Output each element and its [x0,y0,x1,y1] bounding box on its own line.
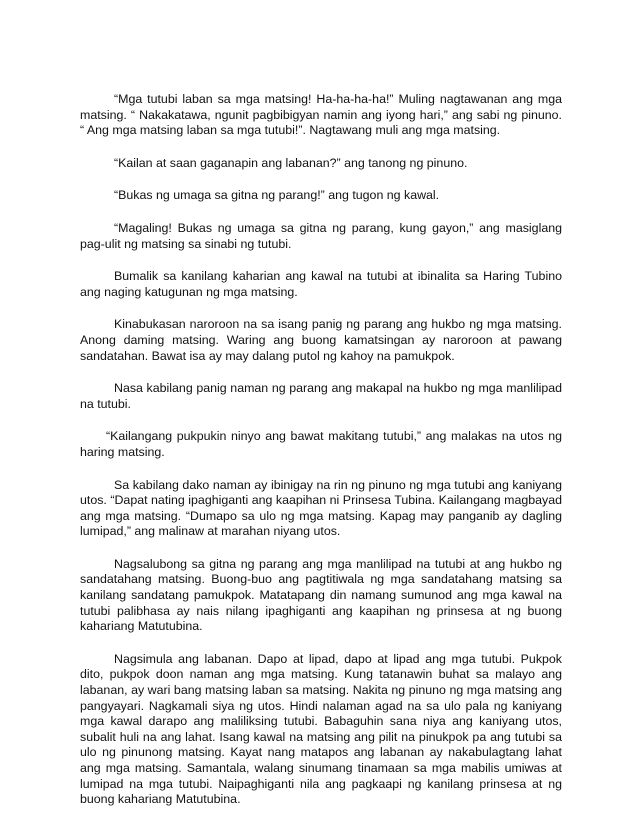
paragraph-1: “Mga tutubi laban sa mga matsing! Ha-ha-ha-ha!” Muling nagtawanan ang mga matsing. “ Nakakatawa, ngunit pagbibigyan namin ang iyong hari,” ang sabi ng pinuno. “ Ang mga matsing laban sa mga tutubi!”. Nagtawang muli ang mga matsing. [80,92,562,138]
paragraph-8: “Kailangang pukpukin ninyo ang bawat makitang tutubi,” ang malakas na utos ng haring matsing. [80,429,562,459]
paragraph-11: Nagsimula ang labanan. Dapo at lipad, dapo at lipad ang mga tutubi. Pukpok dito, pukpok doon naman ang mga matsing. Kung tatanawin buhat sa malayo ang labanan, ay wari bang matsing laban sa matsing. Nakita ng pinuno ng mga matsing ang pangyayari. Nagkamali siya ng utos. Hindi nalaman agad na sa ulo pala ng kaniyang mga kawal darapo ang maliliksing tutubi. Babaguhin sana niya ang kaniyang utos, subalit huli na ang lahat. Isang kawal na matsing ang pilit na pinukpok pa ang tutubi sa ulo ng pinunong matsing. Kayat nang matapos ang labanan ay nakabulagtang lahat ang mga matsing. Samantala, walang sinumang tinamaan sa mga mabilis umiwas at lumipad na mga tutubi. Naipaghiganti nila ang pagkaapi ng kanilang prinsesa at ng buong kahariang Matutubina. [80,651,562,807]
paragraph-5: Bumalik sa kanilang kaharian ang kawal na tutubi at ibinalita sa Haring Tubino ang naging katugunan ng mga matsing. [80,269,562,299]
paragraph-4: “Magaling! Bukas ng umaga sa gitna ng parang, kung gayon,” ang masiglang pag-ulit ng matsing sa sinabi ng tutubi. [80,220,562,251]
paragraph-2: “Kailan at saan gaganapin ang labanan?” ang tanong ng pinuno. [114,155,468,170]
paragraph-9: Sa kabilang dako naman ay ibinigay na rin ng pinuno ng mga tutubi ang kaniyang utos. “Dapat nating ipaghiganti ang kaapihan ni Prinsesa Tubina. Kailangang magbayad ang mga matsing. “Dumapo sa ulo ng mga matsing. Kapag may panganib ay dagling lumipad,” ang malinaw at marahan niyang utos. [80,477,562,539]
document-page [80,92,562,808]
paragraph-6: Kinabukasan naroroon na sa isang panig ng parang ang hukbo ng mga matsing. Anong daming matsing. Waring ang buong kamatsingan ay naroroon at pawang sandatahan. Bawat isa ay may dalang putol ng kahoy na pamukpok. [80,317,562,363]
paragraph-3: “Bukas ng umaga sa gitna ng parang!” ang tugon ng kawal. [114,188,440,203]
paragraph-7: Nasa kabilang panig naman ng parang ang makapal na hukbo ng mga manlilipad na tutubi. [80,381,562,411]
paragraph-10: Nagsalubong sa gitna ng parang ang mga manlilipad na tutubi at ang hukbo ng sandatahang matsing. Buong-buo ang pagtitiwala ng mga sandatahang matsing sa kanilang sandatang pamukpok. Matatapang din namang sumunod ang mga kawal na tutubi palibhasa ay nais nilang ipaghiganti ang kaapihan ng prinsesa at ng buong kahariang Matutubina. [80,556,562,634]
